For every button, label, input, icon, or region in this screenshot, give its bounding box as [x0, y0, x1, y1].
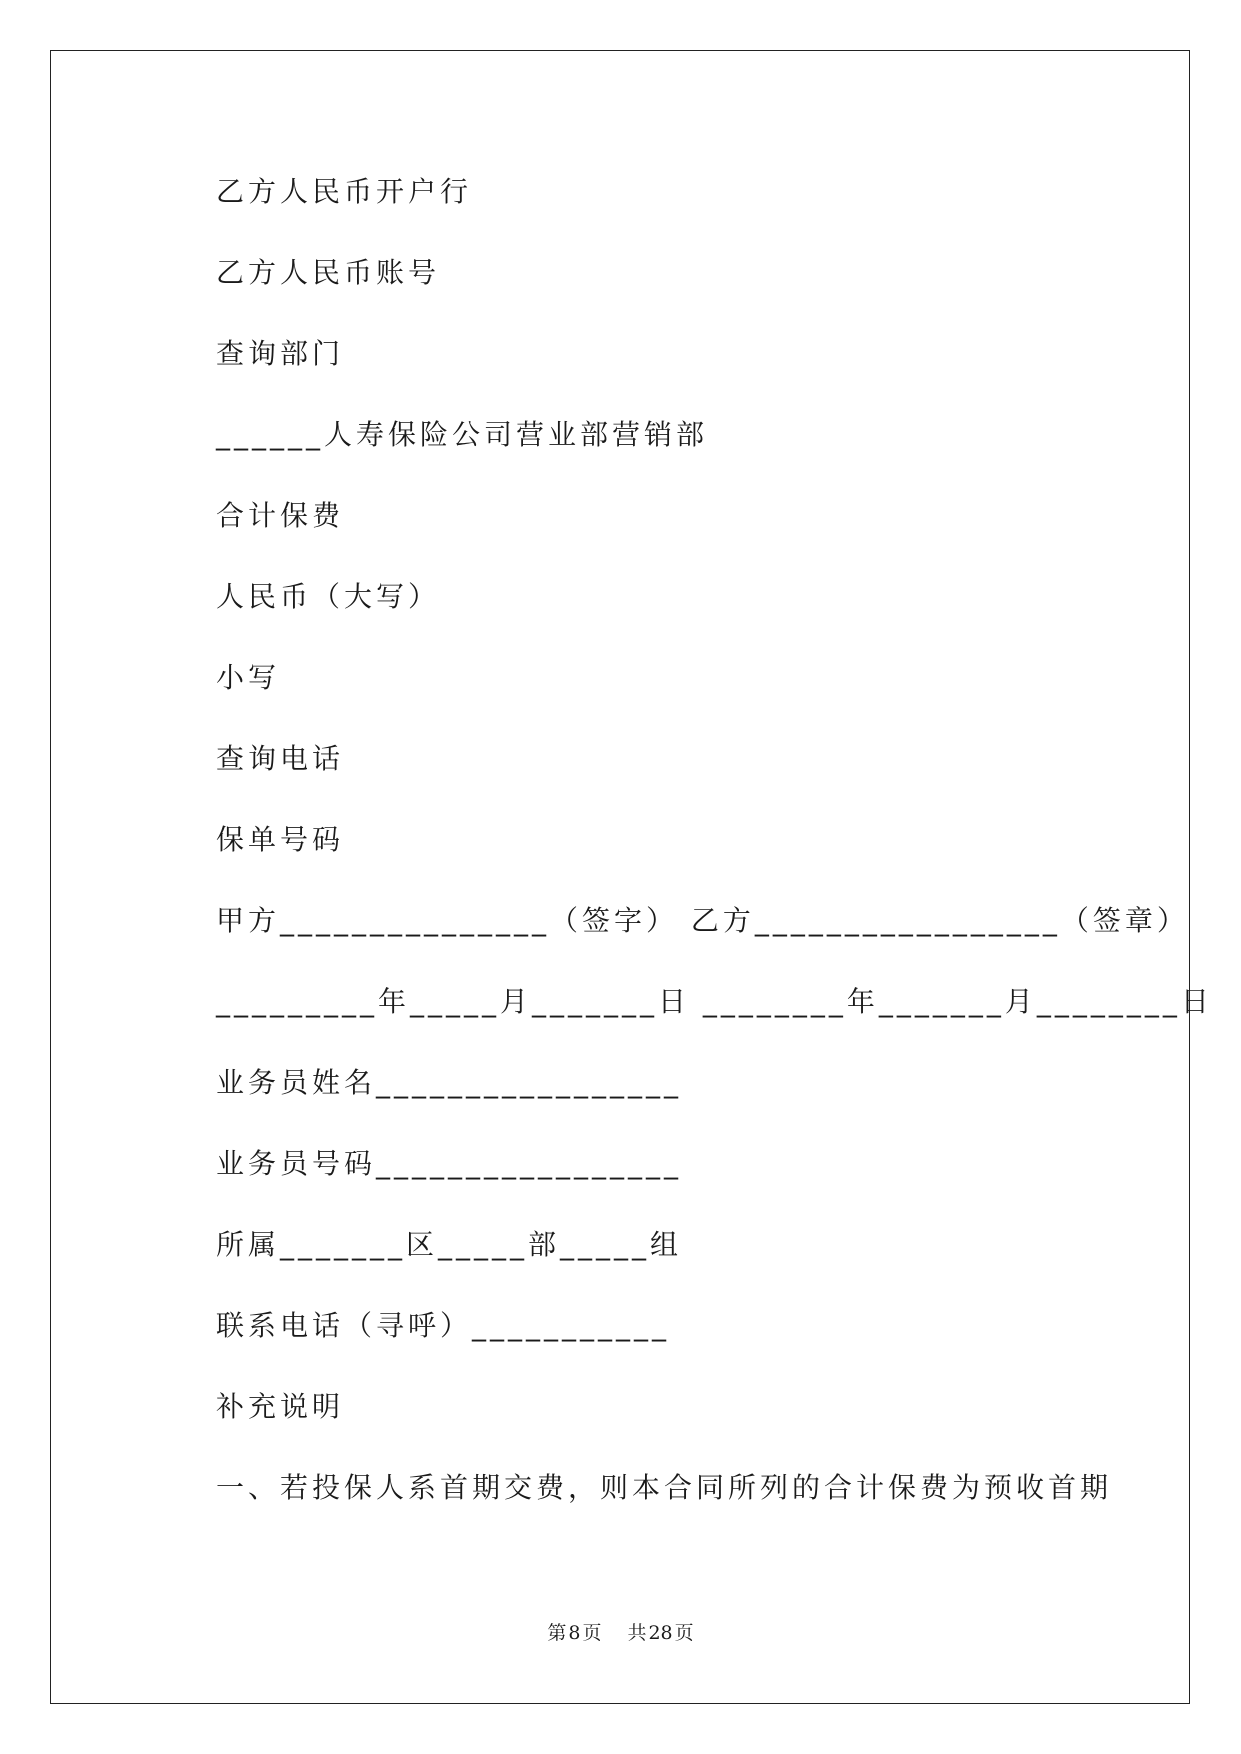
policy-number-line: 保单号码 [216, 823, 345, 856]
supplementary-note-1: 一、若投保人系首期交费，则本合同所列的合计保费为预收首期 [216, 1471, 1113, 1504]
footer-prefix: 第 [547, 1622, 567, 1644]
rmb-uppercase-line: 人民币（大写） [216, 580, 441, 613]
insurer-sales-dept-line: ______人寿保险公司营业部营销部 [216, 418, 709, 451]
affiliation-line: 所属_______区_____部_____组 [216, 1228, 683, 1261]
footer-page-number: 8 [568, 1622, 581, 1644]
contact-phone-line: 联系电话（寻呼）___________ [216, 1309, 671, 1342]
footer-total-pages: 28 [648, 1622, 673, 1644]
inquiry-phone-line: 查询电话 [216, 742, 345, 775]
signature-line: 甲方_______________（签字） 乙方_________________（签章） [216, 904, 1189, 937]
payee-account-line: 乙方人民币账号 [216, 256, 441, 289]
date-line: _________年_____月_______日 ________年_______月________日 [216, 985, 1213, 1018]
page-footer [0, 1618, 1241, 1645]
total-premium-line: 合计保费 [216, 499, 345, 532]
inquiry-department-line: 查询部门 [216, 337, 345, 370]
page-border [50, 50, 1190, 1704]
supplementary-notes-heading: 补充说明 [216, 1390, 345, 1423]
footer-total-suffix: 页 [674, 1622, 694, 1644]
lowercase-amount-line: 小写 [216, 661, 281, 694]
agent-number-line: 业务员号码_________________ [216, 1147, 683, 1180]
footer-page-suffix: 页 [582, 1622, 602, 1644]
agent-name-line: 业务员姓名_________________ [216, 1066, 683, 1099]
footer-total-prefix: 共 [627, 1622, 647, 1644]
payee-bank-line: 乙方人民币开户行 [216, 175, 473, 208]
